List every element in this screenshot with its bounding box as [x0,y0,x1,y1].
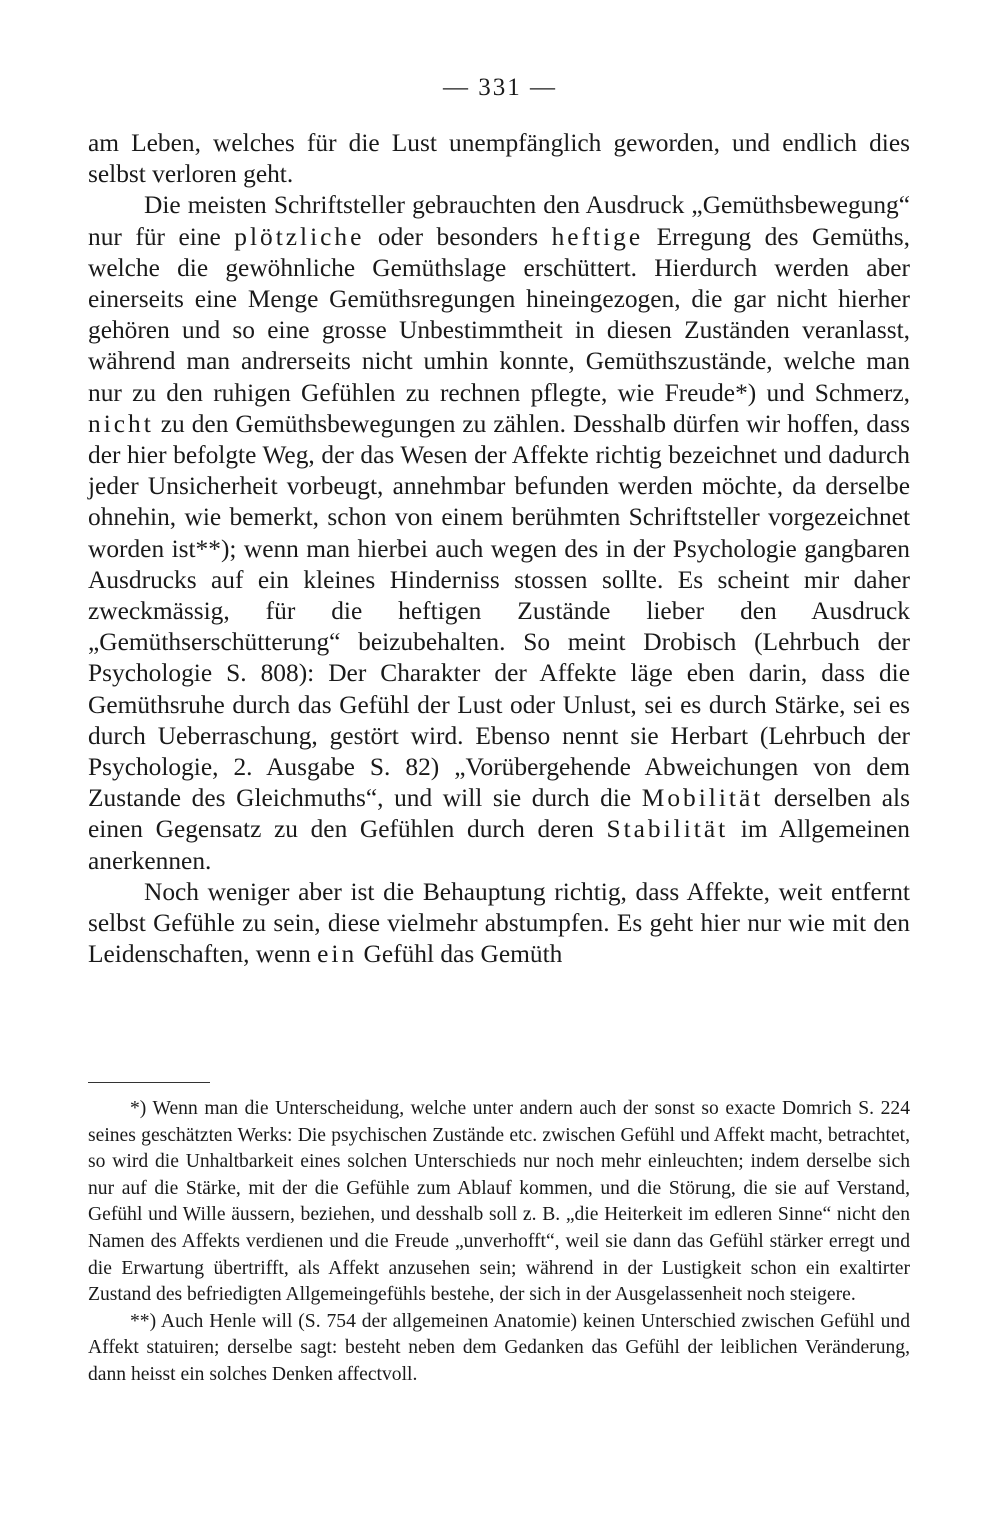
emphasized-text: Stabilität [606,815,729,844]
text-segment: Noch weniger aber ist die Behauptung richtig, dass Affekte, weit entfernt selbst Gefühle zu sein, diese vielmehr abstumpfen. Es geht hier nur wie mit den Leidenschaften, wenn [88,877,910,969]
paragraph-1 [88,128,910,190]
footnote-2: **) Auch Henle will (S. 754 der allgemeinen Anatomie) keinen Unterschied zwischen Gefühl und Affekt statuiren; derselbe sagt: besteht neben dem Gedanken das Gefühl der leiblichen Veränderung, dann heisst ein solches Denken affectvoll. [88,1310,910,1385]
emphasized-text: Mobilität [641,784,764,813]
footnote-1: *) Wenn man die Unterscheidung, welche unter andern auch der sonst so exacte Domrich S. 224 seines geschätzten Werks: Die psychischen Zustände etc. zwischen Gefühl und Affekt macht, betrachtet, so wird die Unhaltbarkeit eines solchen Unterschieds nur noch mehr einleuchten; indem derselbe sich nur auf die Stärke, mit der die Gefühle zum Ablauf kommen, und die Störung, die sie auf Verstand, Gefühl und Wille äussern, beziehen, und desshalb soll z. B. „die Heiterkeit im edleren Sinne“ nicht den Namen des Affekts verdienen und die Freude „unverhofft“, weil sie dann das Gefühl stärker erregt und die Erwartung übertrifft, als Affekt anzusehen sein; während in der Lustigkeit schon ein exaltirter Zustand des befriedigten Allgemeingefühls bestehe, der sich in der Ausgelassenheit noch steigere. [88,1098,910,1306]
text-segment: derselben als einen Gegensatz zu den Gefühlen durch deren [88,784,910,844]
emphasized-text: heftige [551,222,644,251]
text-segment: im Allgemeinen anerkennen. [88,815,910,875]
page-number: — 331 — [443,74,557,101]
text-segment: am Leben, welches für die Lust unempfänglich geworden, und endlich dies selbst verloren geht. [88,129,910,189]
footnote-divider [88,1082,210,1083]
paragraph-2 [88,190,910,876]
paragraph-3 [88,877,910,971]
footnotes [88,1096,910,1389]
emphasized-text: nicht [88,409,154,438]
body-text [88,128,910,970]
text-segment: Erregung des Gemüths, welche die gewöhnliche Gemüthslage erschüttert. Hierdurch werden aber einerseits eine Menge Gemüthsregungen hineingezogen, die gar nicht hierher gehören und so eine grosse Unbestimmtheit in diesen Zuständen veranlasst, während man andrerseits nicht umhin konnte, Gemüthszustände, welche man nur zu den ruhigen Gefühlen zu rechnen pflegte, wie Freude*) und Schmerz, [88,222,910,407]
text-segment: zu den Gemüthsbewegungen zu zählen. Desshalb dürfen wir hoffen, dass der hier befolgte Weg, der das Wesen der Affekte richtig bezeichnet und dadurch jeder Unsicherheit vorbeugt, annehmbar befunden werden möchte, da derselbe ohnehin, wie bemerkt, schon von einem berühmten Schriftsteller vorgezeichnet worden ist**); wenn man hierbei auch wegen des in der Psychologie gangbaren Ausdrucks auf ein kleines Hinderniss stossen sollte. Es scheint mir daher zweckmässig, für die heftigen Zustände lieber den Ausdruck „Gemüthserschütterung“ beizubehalten. So meint Drobisch (Lehrbuch der Psychologie S. 808): Der Charakter der Affekte läge eben darin, dass die Gemüthsruhe durch das Gefühl der Lust oder Unlust, sei es durch Stärke, sei es durch Ueberraschung, gestört wird. Ebenso nennt sie Herbart (Lehrbuch der Psychologie, 2. Ausgabe S. 82) „Vorübergehende Abweichungen von dem Zustande des Gleichmuths“, und will sie durch die [88,409,910,813]
text-segment: Gefühl das Gemüth [357,940,563,969]
text-segment: oder besonders [364,222,552,251]
emphasized-text: plötzliche [234,222,365,251]
emphasized-text: ein [317,940,358,969]
text-segment: Die meisten Schriftsteller gebrauchten den Ausdruck „Gemüthsbewegung“ nur für eine [88,191,910,251]
